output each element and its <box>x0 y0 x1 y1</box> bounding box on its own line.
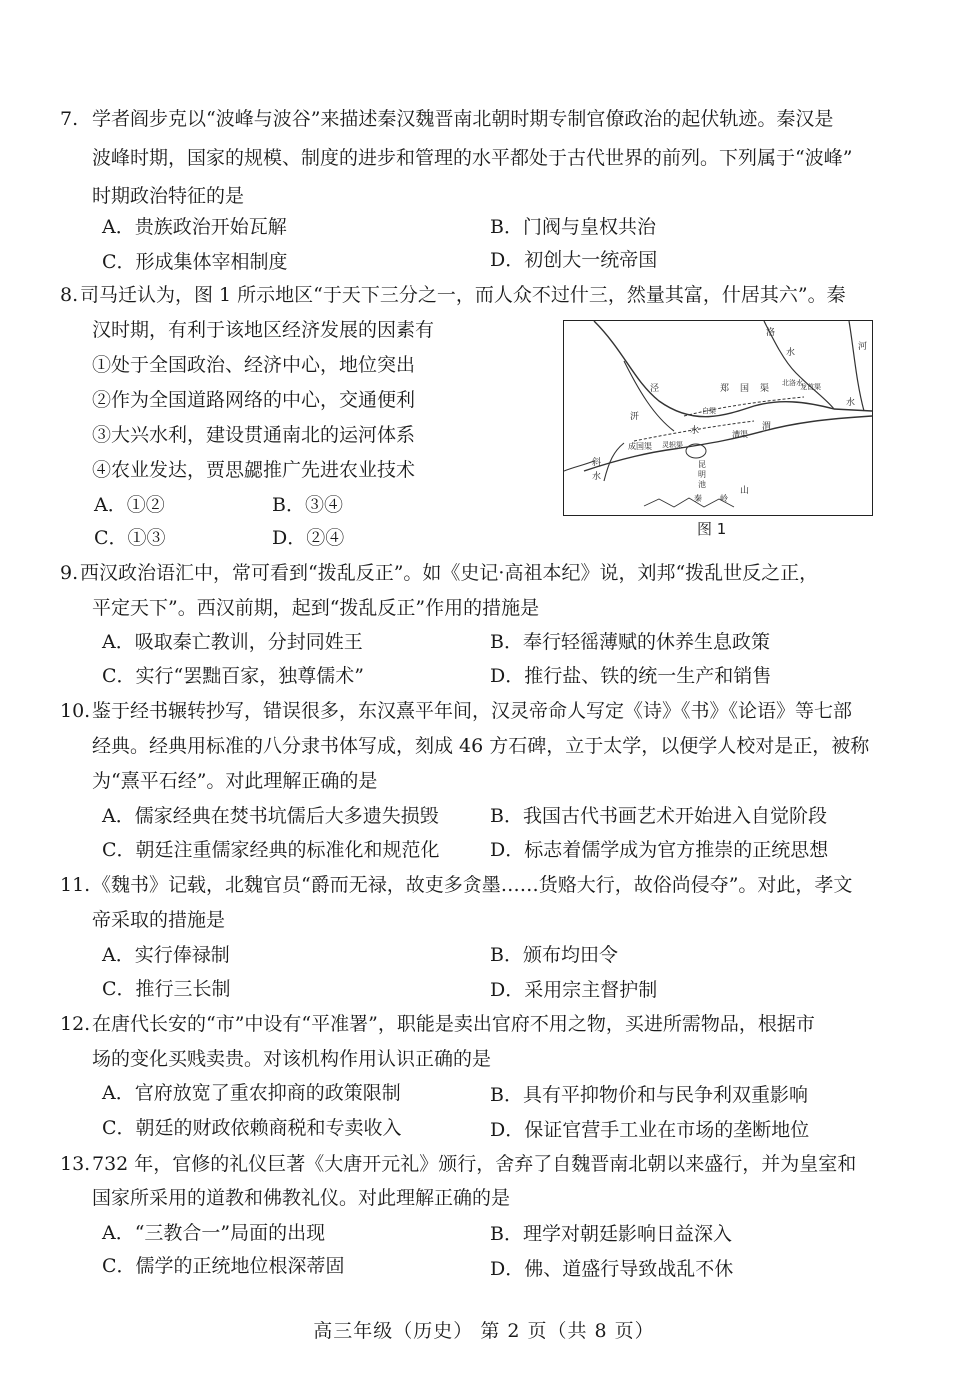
map-label-qin: 秦 <box>694 494 702 503</box>
map-label-luo: 洛 <box>766 328 776 338</box>
question-9-line-2: 平定天下”。西汉前期，起到“拨乱反正”作用的措施是 <box>92 597 540 619</box>
question-11-line-1: 《魏书》记载，北魏官员“爵而无禄，故吏多贪墨……货赂大行，故俗尚侵夺”。对此，孝文 <box>92 874 853 896</box>
map-label-chi: 池 <box>698 480 706 489</box>
question-8-item-2: ②作为全国道路网络的中心，交通便利 <box>92 389 416 411</box>
question-10-line-3: 为“熹平石经”。对此理解正确的是 <box>92 770 378 792</box>
question-13-option-d[interactable]: D．佛、道盛行导致战乱不休 <box>490 1258 734 1280</box>
map-label-guo: 国 <box>740 384 750 394</box>
map-label-shan: 山 <box>740 486 750 496</box>
question-7-option-c[interactable]: C．形成集体宰相制度 <box>102 251 288 273</box>
question-8-item-3: ③大兴水利，建设贯通南北的运河体系 <box>92 424 416 446</box>
question-12-option-d[interactable]: D．保证官营手工业在市场的垄断地位 <box>490 1119 810 1141</box>
question-11-option-c[interactable]: C．推行三长制 <box>102 978 231 1000</box>
question-10-option-c[interactable]: C．朝廷注重儒家经典的标准化和规范化 <box>102 839 440 861</box>
map-label-ming: 明 <box>698 470 706 479</box>
map-label-chengguoqu: 成国渠 <box>628 442 652 451</box>
question-12-option-a[interactable]: A．官府放宽了重农抑商的政策限制 <box>102 1082 401 1104</box>
map-label-zheng: 郑 <box>720 384 730 394</box>
question-9-option-b[interactable]: B．奉行轻徭薄赋的休养生息政策 <box>490 631 770 653</box>
map-label-wei: 渭 <box>762 422 772 432</box>
question-9-number: 9. <box>60 562 79 584</box>
figure-1-caption: 图 1 <box>697 520 727 538</box>
map-label-shui-2: 水 <box>690 426 700 436</box>
question-7-option-d[interactable]: D．初创大一统帝国 <box>490 249 658 271</box>
question-10-option-b[interactable]: B．我国古代书画艺术开始进入自觉阶段 <box>490 805 827 827</box>
wei-river-north-bank <box>594 321 872 417</box>
question-11-option-a[interactable]: A．实行俸禄制 <box>102 944 230 966</box>
question-10-line-1: 鉴于经书辗转抄写，错误很多，东汉熹平年间，汉灵帝命人写定《诗》《书》《论语》等七部 <box>92 700 853 722</box>
map-label-xie: 斜 <box>592 458 602 468</box>
question-11-line-2: 帝采取的措施是 <box>92 909 226 931</box>
map-label-lingzhiqu: 灵轵渠 <box>662 441 683 449</box>
map-label-baiqu: 白渠 <box>702 407 716 415</box>
question-13-option-b[interactable]: B．理学对朝廷影响日益深入 <box>490 1223 732 1245</box>
map-label-qu: 渠 <box>760 384 770 394</box>
question-9-option-c[interactable]: C．实行“罢黜百家，独尊儒术” <box>102 665 364 687</box>
question-7-line-3: 时期政治特征的是 <box>92 185 245 207</box>
map-label-kun: 昆 <box>698 460 706 469</box>
question-12-line-1: 在唐代长安的“市”中设有“平准署”，职能是卖出官府不用之物，买进所需物品，根据市 <box>92 1013 815 1035</box>
map-label-longshouqu: 龙首渠 <box>800 383 821 391</box>
question-9-option-d[interactable]: D．推行盐、铁的统一生产和销售 <box>490 665 772 687</box>
question-7-line-1: 学者阎步克以“波峰与波谷”来描述秦汉魏晋南北朝时期专制官僚政治的起伏轨迹。秦汉是 <box>92 108 834 130</box>
question-8-option-c[interactable]: C．①③ <box>94 527 166 549</box>
question-11-option-b[interactable]: B．颁布均田令 <box>490 944 618 966</box>
question-8-item-4: ④农业发达，贾思勰推广先进农业技术 <box>92 459 416 481</box>
map-label-jing: 泾 <box>650 384 660 394</box>
question-11-number: 11. <box>60 874 91 896</box>
map-label-shui-1: 水 <box>786 348 796 358</box>
question-10-line-2: 经典。经典用标准的八分隶书体写成，刻成 46 方石碑，立于太学，以便学人校对是正，被称 <box>92 735 870 757</box>
map-label-beiluoshui: 北洛水 <box>782 379 803 387</box>
question-7-option-b[interactable]: B．门阀与皇权共治 <box>490 216 656 238</box>
question-7-option-a[interactable]: A．贵族政治开始瓦解 <box>102 216 287 238</box>
map-label-qian: 汧 <box>630 412 640 422</box>
question-8-option-a[interactable]: A．①② <box>94 494 165 516</box>
question-7-number: 7. <box>60 108 79 130</box>
question-12-number: 12. <box>60 1013 91 1035</box>
question-10-option-a[interactable]: A．儒家经典在焚书坑儒后大多遗失损毁 <box>102 805 439 827</box>
map-label-caoqu: 漕渠 <box>732 430 748 439</box>
question-10-number: 10. <box>60 700 91 722</box>
question-13-line-1: 732 年，官修的礼仪巨著《大唐开元礼》颁行，舍弃了自魏晋南北朝以来盛行，并为皇室和 <box>92 1153 857 1175</box>
page-footer: 高三年级（历史） 第 2 页（共 8 页） <box>313 1320 655 1342</box>
question-13-option-a[interactable]: A．“三教合一”局面的出现 <box>102 1222 326 1244</box>
question-9-option-a[interactable]: A．吸取秦亡教训，分封同姓王 <box>102 631 363 653</box>
map-label-he: 河 <box>858 342 868 352</box>
question-8-option-d[interactable]: D．②④ <box>272 527 345 549</box>
map-label-shui-4: 水 <box>846 398 856 408</box>
question-13-line-2: 国家所采用的道教和佛教礼仪。对此理解正确的是 <box>92 1187 511 1209</box>
question-8-number: 8. <box>60 284 79 306</box>
question-9-line-1: 西汉政治语汇中，常可看到“拨乱反正”。如《史记·高祖本纪》说，刘邦“拨乱世反之正， <box>80 562 819 584</box>
question-12-line-2: 场的变化买贱卖贵。对该机构作用认识正确的是 <box>92 1048 492 1070</box>
question-8-line-2: 汉时期，有利于该地区经济发展的因素有 <box>92 319 435 341</box>
question-12-option-c[interactable]: C．朝廷的财政依赖商税和专卖收入 <box>102 1117 402 1139</box>
map-label-shui-3: 水 <box>592 472 602 482</box>
question-13-number: 13. <box>60 1153 91 1175</box>
question-8-option-b[interactable]: B．③④ <box>272 494 343 516</box>
map-label-ling: 岭 <box>720 494 728 503</box>
question-10-option-d[interactable]: D．标志着儒学成为官方推崇的正统思想 <box>490 839 829 861</box>
question-13-option-c[interactable]: C．儒学的正统地位根深蒂固 <box>102 1255 345 1277</box>
question-8-line-1: 司马迁认为，图 1 所示地区“于天下三分之一，而人众不过什三，然量其富，什居其六”。秦 <box>80 284 846 306</box>
question-8-item-1: ①处于全国政治、经济中心，地位突出 <box>92 354 416 376</box>
map-figure-1 <box>563 320 873 516</box>
question-12-option-b[interactable]: B．具有平抑物价和与民争利双重影响 <box>490 1084 808 1106</box>
question-7-line-2: 波峰时期，国家的规模、制度的进步和管理的水平都处于古代世界的前列。下列属于“波峰” <box>92 147 853 169</box>
question-11-option-d[interactable]: D．采用宗主督护制 <box>490 979 658 1001</box>
